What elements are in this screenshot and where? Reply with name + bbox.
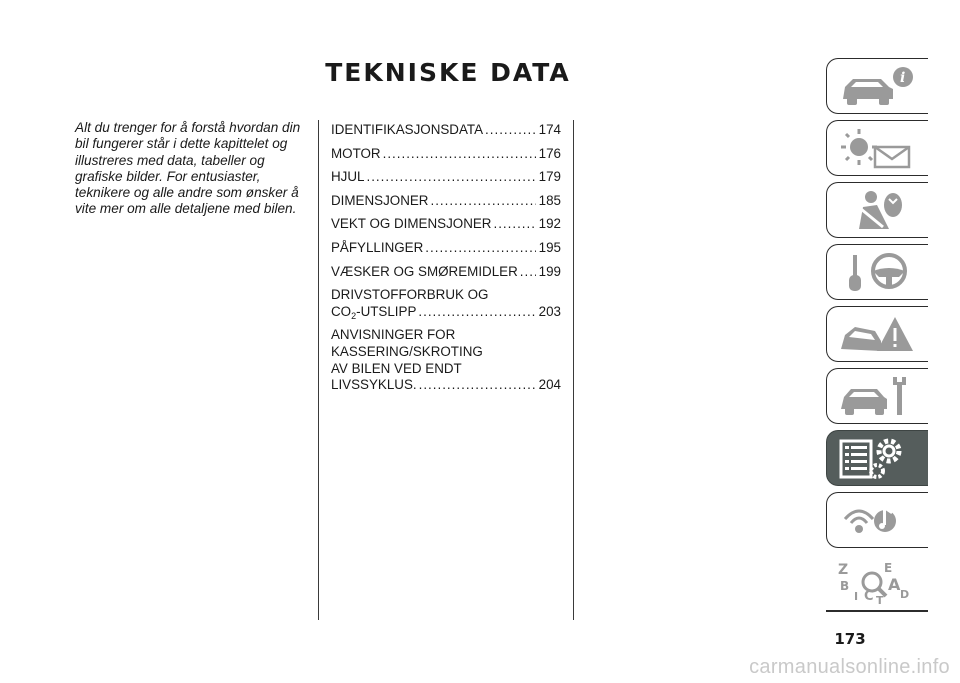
- toc-entry[interactable]: [331, 327, 561, 393]
- toc-label: DIMENSJONER: [331, 192, 429, 208]
- alphabetical-index-icon: [836, 560, 916, 604]
- toc-entry[interactable]: [331, 146, 561, 163]
- svg-text:B: B: [840, 579, 850, 593]
- toc-label-line: ANVISNINGER FOR: [331, 327, 456, 343]
- toc-label: LIVSSYKLUS.: [331, 377, 417, 393]
- svg-text:A: A: [888, 575, 901, 594]
- toc-leader: [485, 122, 536, 139]
- svg-text:D: D: [900, 588, 910, 601]
- tab-index[interactable]: [826, 554, 928, 610]
- toc-label: IDENTIFIKASJONSDATA: [331, 122, 484, 137]
- toc-label: PÅFYLLINGER: [331, 239, 424, 255]
- tab-car-info[interactable]: [826, 58, 928, 114]
- tab-maintenance[interactable]: [826, 368, 928, 424]
- toc-page: 204: [538, 377, 561, 393]
- car-crash-warning-icon: [837, 313, 917, 357]
- toc-page: 176: [538, 145, 561, 161]
- svg-text:Z: Z: [838, 562, 849, 578]
- svg-text:i: i: [900, 70, 906, 86]
- toc-leader: [425, 240, 535, 257]
- svg-text:T: T: [876, 594, 884, 604]
- toc-page: 203: [538, 303, 561, 319]
- column-divider-left: [318, 120, 319, 620]
- watermark: carmanualsonline.info: [749, 656, 950, 678]
- column-divider-right: [573, 120, 574, 620]
- svg-text:C: C: [864, 589, 874, 604]
- toc-entry[interactable]: [331, 264, 561, 281]
- toc-entry[interactable]: [331, 122, 561, 139]
- toc-page: 179: [538, 169, 561, 185]
- tab-starting-driving[interactable]: [826, 244, 928, 300]
- toc-entry[interactable]: [331, 216, 561, 233]
- toc-page: 195: [538, 239, 561, 255]
- lights-message-icon: [837, 127, 917, 171]
- tab-technical-data[interactable]: [826, 430, 928, 486]
- toc-label: MOTOR: [331, 145, 381, 161]
- svg-text:I: I: [854, 590, 859, 603]
- seatbelt-airbag-icon: [837, 189, 917, 233]
- toc-leader: [430, 193, 535, 210]
- toc-page: 185: [538, 192, 561, 208]
- toc-entry[interactable]: [331, 240, 561, 257]
- toc-entry[interactable]: [331, 193, 561, 210]
- toc-label-line: DRIVSTOFFORBRUK OG: [331, 287, 489, 303]
- svg-text:E: E: [884, 561, 893, 575]
- car-info-icon: [837, 65, 917, 109]
- radio-music-icon: [837, 499, 917, 543]
- toc-leader: [520, 264, 536, 281]
- tab-lights-messages[interactable]: [826, 120, 928, 176]
- toc-page: 199: [538, 263, 561, 279]
- toc-leader: [418, 304, 535, 321]
- toc-leader: [493, 216, 535, 233]
- key-steering-wheel-icon: [837, 251, 917, 295]
- toc-label: $CO_2$-UTSLIPP: [331, 303, 417, 321]
- car-service-wrench-icon: [837, 375, 917, 419]
- toc-label: VEKT OG DIMENSJONER: [331, 216, 492, 232]
- toc-leader: [366, 169, 535, 186]
- toc-label-line: AV BILEN VED ENDT: [331, 360, 462, 376]
- tab-emergency[interactable]: [826, 306, 928, 362]
- chapter-intro: Alt du trenger for å forstå hvordan din bil fungerer står i dette kapittelet og illustreres med data, tabeller og grafiske bilder. For entusiaster, teknikere og alle andre som ønsker å vite mer om alle detaljene med bilen.: [75, 120, 301, 217]
- toc-label: HJUL: [331, 169, 365, 185]
- toc-label: VÆSKER OG SMØREMIDLER: [331, 263, 518, 279]
- tab-safety[interactable]: [826, 182, 928, 238]
- toc-leader: [419, 377, 536, 394]
- tab-multimedia[interactable]: [826, 492, 928, 548]
- tab-bottom-rule: [826, 610, 928, 612]
- page-title: TEKNISKE DATA: [325, 58, 571, 87]
- toc-entry[interactable]: [331, 169, 561, 186]
- toc-page: 192: [538, 216, 561, 232]
- toc-entry[interactable]: [331, 287, 561, 320]
- technical-data-gear-icon: [837, 437, 917, 481]
- toc-leader: [383, 146, 536, 163]
- toc-label-line: KASSERING/SKROTING: [331, 343, 483, 359]
- table-of-contents: [331, 122, 561, 401]
- toc-page: 174: [538, 122, 561, 137]
- page-number: 173: [834, 630, 866, 648]
